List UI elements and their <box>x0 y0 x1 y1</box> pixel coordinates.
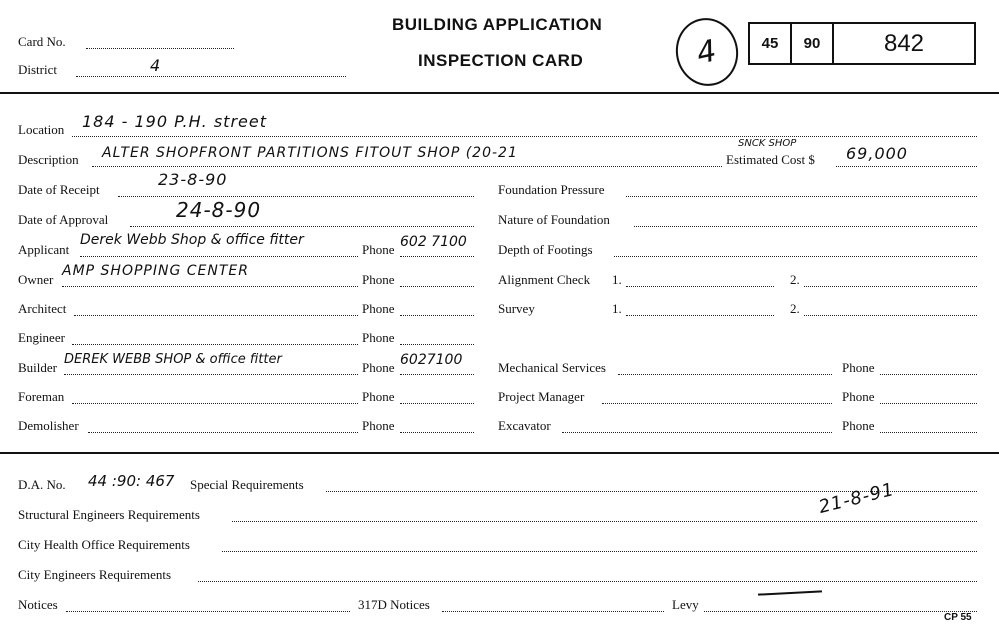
da-no-value: 44 :90: 467 <box>88 472 175 490</box>
box-number: 842 <box>883 29 925 57</box>
project-manager-field[interactable] <box>602 403 832 404</box>
foreman-phone-label: Phone <box>362 389 395 404</box>
builder-label: Builder <box>18 360 57 375</box>
box-code-1: 45 <box>750 24 792 63</box>
estimated-cost-label: Estimated Cost $ <box>726 152 815 167</box>
architect-phone-field[interactable] <box>400 315 474 316</box>
alignment-label: Alignment Check <box>498 272 591 287</box>
district-field[interactable] <box>76 76 346 77</box>
engineer-label: Engineer <box>18 330 65 345</box>
owner-phone-label: Phone <box>362 272 395 287</box>
excavator-phone-field[interactable] <box>880 432 977 433</box>
project-manager-phone-label: Phone <box>842 389 875 404</box>
date-approval-field[interactable] <box>130 226 474 227</box>
date-receipt-field[interactable] <box>118 196 474 197</box>
depth-footings-label: Depth of Footings <box>498 242 593 257</box>
demolisher-phone-field[interactable] <box>400 432 474 433</box>
owner-field[interactable] <box>62 286 358 287</box>
location-label: Location <box>18 122 65 137</box>
description-field[interactable] <box>92 166 722 167</box>
date-approval-label: Date of Approval <box>18 212 109 227</box>
applicant-label: Applicant <box>18 242 70 257</box>
survey-1-label: 1. <box>612 301 622 316</box>
structural-date: 21-8-91 <box>816 478 897 519</box>
excavator-phone-label: Phone <box>842 418 875 433</box>
architect-phone-label: Phone <box>362 301 395 316</box>
demolisher-label: Demolisher <box>18 418 79 433</box>
foreman-phone-field[interactable] <box>400 403 474 404</box>
estimated-cost-field[interactable] <box>836 166 977 167</box>
circled-mark-value: 4 <box>693 32 721 72</box>
foreman-field[interactable] <box>72 403 358 404</box>
applicant-phone-value: 602 7100 <box>400 234 467 250</box>
builder-phone-field[interactable] <box>400 374 474 375</box>
builder-value: DEREK WEBB SHOP & office fitter <box>64 352 282 367</box>
demolisher-phone-label: Phone <box>362 418 395 433</box>
card-no-label: Card No. <box>18 34 66 49</box>
date-receipt-value: 23-8-90 <box>158 170 228 189</box>
date-receipt-label: Date of Receipt <box>18 182 100 197</box>
title-line-1: BUILDING APPLICATION <box>392 15 603 34</box>
alignment-1-field[interactable] <box>626 286 774 287</box>
builder-phone-label: Phone <box>362 360 395 375</box>
applicant-value: Derek Webb Shop & office fitter <box>80 232 304 248</box>
engineer-field[interactable] <box>72 344 358 345</box>
engineer-phone-label: Phone <box>362 330 395 345</box>
structural-label: Structural Engineers Requirements <box>18 507 200 522</box>
circled-mark <box>670 12 745 91</box>
depth-footings-field[interactable] <box>614 256 977 257</box>
levy-field[interactable] <box>704 611 977 612</box>
header-divider <box>0 92 999 94</box>
builder-phone-value: 6027100 <box>400 352 463 368</box>
structural-field[interactable] <box>232 521 977 522</box>
mechanical-phone-label: Phone <box>842 360 875 375</box>
architect-label: Architect <box>18 301 67 316</box>
nature-foundation-label: Nature of Foundation <box>498 212 610 227</box>
location-field[interactable] <box>72 136 977 137</box>
health-field[interactable] <box>222 551 977 552</box>
notices-field[interactable] <box>66 611 350 612</box>
estimated-cost-value: 69,000 <box>846 144 908 163</box>
project-manager-label: Project Manager <box>498 389 585 404</box>
box-code-2: 90 <box>792 24 834 63</box>
notices-317d-field[interactable] <box>442 611 664 612</box>
title-line-2: INSPECTION CARD <box>418 51 584 70</box>
survey-2-label: 2. <box>790 301 800 316</box>
description-label: Description <box>18 152 79 167</box>
location-value: 184 - 190 P.H. street <box>82 112 267 131</box>
levy-label: Levy <box>672 597 699 612</box>
file-number-box <box>748 22 976 65</box>
owner-value: AMP SHOPPING CENTER <box>62 263 249 279</box>
city-eng-field[interactable] <box>198 581 977 582</box>
project-manager-phone-field[interactable] <box>880 403 977 404</box>
mechanical-label: Mechanical Services <box>498 360 606 375</box>
foreman-label: Foreman <box>18 389 65 404</box>
nature-foundation-field[interactable] <box>634 226 977 227</box>
excavator-field[interactable] <box>562 432 832 433</box>
footer-divider <box>0 452 999 454</box>
demolisher-field[interactable] <box>88 432 358 433</box>
foundation-pressure-field[interactable] <box>626 196 977 197</box>
engineer-phone-field[interactable] <box>400 344 474 345</box>
district-label: District <box>18 62 57 77</box>
mechanical-phone-field[interactable] <box>880 374 977 375</box>
city-eng-label: City Engineers Requirements <box>18 567 172 582</box>
mechanical-field[interactable] <box>618 374 832 375</box>
health-label: City Health Office Requirements <box>18 537 190 552</box>
district-value: 4 <box>150 56 162 75</box>
alignment-2-field[interactable] <box>804 286 977 287</box>
owner-phone-field[interactable] <box>400 286 474 287</box>
description-note: SNCK SHOP <box>738 138 797 149</box>
survey-1-field[interactable] <box>626 315 774 316</box>
survey-label: Survey <box>498 301 535 316</box>
date-approval-value: 24-8-90 <box>176 198 262 222</box>
applicant-phone-field[interactable] <box>400 256 474 257</box>
excavator-label: Excavator <box>498 418 551 433</box>
levy-pen-stroke <box>758 590 822 595</box>
architect-field[interactable] <box>74 315 358 316</box>
notices-label: Notices <box>18 597 58 612</box>
form-code: CP 55 <box>944 612 972 623</box>
owner-label: Owner <box>18 272 54 287</box>
applicant-field[interactable] <box>80 256 358 257</box>
card-no-field[interactable] <box>86 48 234 49</box>
survey-2-field[interactable] <box>804 315 977 316</box>
special-req-label: Special Requirements <box>190 477 304 492</box>
description-value: ALTER SHOPFRONT PARTITIONS FITOUT SHOP (20-21 <box>102 145 518 161</box>
foundation-pressure-label: Foundation Pressure <box>498 182 605 197</box>
notices-317d-label: 317D Notices <box>358 597 430 612</box>
alignment-1-label: 1. <box>612 272 622 287</box>
alignment-2-label: 2. <box>790 272 800 287</box>
applicant-phone-label: Phone <box>362 242 395 257</box>
da-no-label: D.A. No. <box>18 477 66 492</box>
builder-field[interactable] <box>64 374 358 375</box>
